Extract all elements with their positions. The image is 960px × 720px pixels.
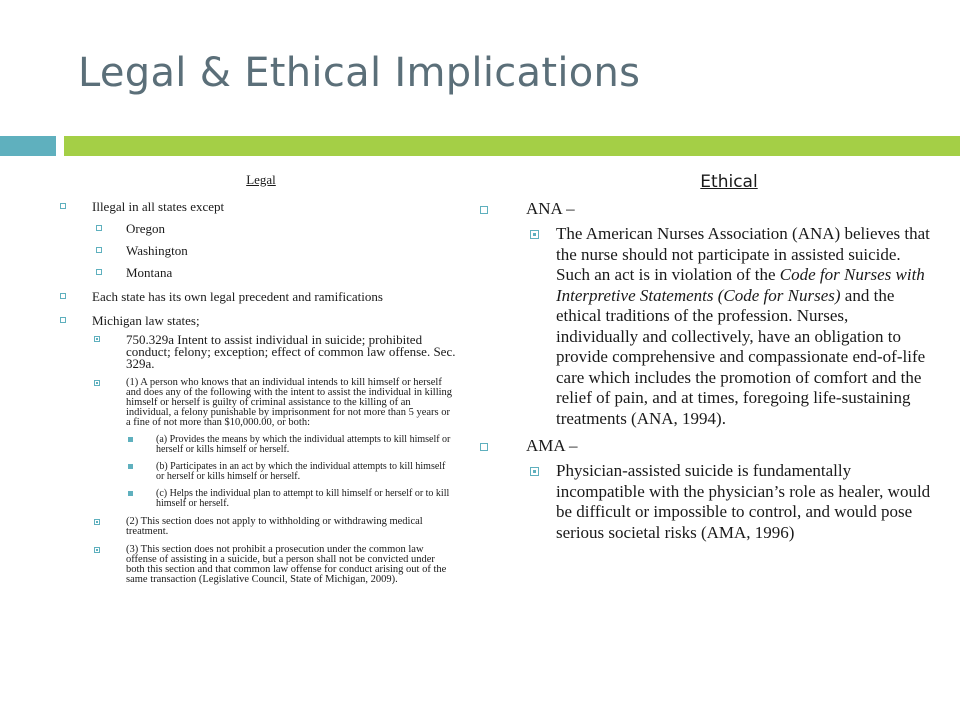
ethical-column bbox=[474, 172, 934, 543]
list-item bbox=[92, 334, 456, 370]
legal-item-text: Illegal in all states except bbox=[92, 199, 225, 214]
filled-square-bullet-icon bbox=[94, 380, 100, 386]
list-item bbox=[56, 290, 456, 303]
ana-detail-list bbox=[526, 224, 934, 429]
list-item bbox=[92, 244, 456, 257]
page-title: Legal & Ethical Implications bbox=[78, 50, 641, 96]
list-item bbox=[92, 266, 456, 279]
state-name: Washington bbox=[126, 243, 188, 258]
accent-bar-right bbox=[64, 136, 960, 156]
list-item bbox=[474, 200, 934, 429]
filled-square-bullet-icon bbox=[530, 230, 539, 239]
list-item bbox=[92, 378, 456, 509]
list-item bbox=[526, 461, 934, 543]
ama-label: AMA – bbox=[526, 436, 578, 455]
subclause-text: (b) Participates in an act by which the individual attempts to kill himself or herself or kills himself or herself. bbox=[156, 461, 446, 482]
list-item bbox=[92, 545, 456, 585]
clause-text: (2) This section does not apply to withholding or withdrawing medical treatment. bbox=[126, 516, 423, 537]
list-item bbox=[92, 222, 456, 235]
filled-square-bullet-icon bbox=[94, 336, 100, 342]
subclause-list bbox=[126, 435, 456, 509]
ama-text: Physician-assisted suicide is fundamentally incompatible with the physician’s role as healer, would be difficult or impossible to control, and would pose serious societal risks (AMA, 1996) bbox=[556, 461, 931, 542]
square-bullet-icon bbox=[60, 293, 66, 299]
filled-square-bullet-icon bbox=[94, 519, 100, 525]
subclause-text: (c) Helps the individual plan to attempt to kill himself or herself or to kill himself or herself. bbox=[156, 488, 450, 509]
accent-bar-left bbox=[0, 136, 56, 156]
solid-square-bullet-icon bbox=[128, 437, 133, 442]
list-item bbox=[474, 437, 934, 543]
ama-detail-list bbox=[526, 461, 934, 543]
states-list bbox=[92, 222, 456, 279]
list-item bbox=[126, 462, 456, 482]
list-item bbox=[126, 435, 456, 455]
square-bullet-icon bbox=[60, 317, 66, 323]
legal-heading: Legal bbox=[246, 172, 276, 187]
legal-list bbox=[56, 200, 456, 585]
legal-item-text: Michigan law states; bbox=[92, 313, 200, 328]
ana-text-before: The American Nurses Association (ANA) believes that the nurse should not participate in assisted suicide. Such an act is in violation of the bbox=[556, 224, 930, 284]
ethical-heading: Ethical bbox=[700, 172, 758, 192]
square-bullet-icon bbox=[60, 203, 66, 209]
square-bullet-icon bbox=[96, 225, 102, 231]
list-item bbox=[56, 314, 456, 585]
ethical-list bbox=[474, 200, 934, 543]
statute-title: 750.329a Intent to assist individual in suicide; prohibited conduct; felony; exception; effect of common law offense. Sec. 329a. bbox=[126, 332, 456, 371]
clause-list bbox=[92, 378, 456, 585]
square-bullet-icon bbox=[480, 443, 488, 451]
solid-square-bullet-icon bbox=[128, 464, 133, 469]
legal-column bbox=[56, 172, 456, 596]
list-item bbox=[56, 200, 456, 279]
solid-square-bullet-icon bbox=[128, 491, 133, 496]
ana-text-after: and the ethical traditions of the profession. Nurses, individually and collectively, have an obligation to provide comprehensive and compassionate end-of-life care which includes the promotion of comfort and the relief of pain, and at times, foregoing life-sustaining treatments (ANA, 1994). bbox=[556, 285, 926, 428]
ana-code-title: Code for Nurses with Interpretive Statements (Code for Nurses) bbox=[556, 265, 925, 305]
state-name: Montana bbox=[126, 265, 173, 280]
square-bullet-icon bbox=[96, 269, 102, 275]
ana-label: ANA – bbox=[526, 199, 575, 218]
clause-text: (3) This section does not prohibit a prosecution under the common law offense of assisting in a suicide, but a person shall not be convicted under both this section and that common law offense for conduct arising out of the same transaction (Legislative Council, State of Michigan, 2009). bbox=[126, 544, 447, 585]
list-item bbox=[126, 489, 456, 509]
legal-item-text: Each state has its own legal precedent and ramifications bbox=[92, 289, 383, 304]
subclause-text: (a) Provides the means by which the individual attempts to kill himself or herself or kills himself or herself. bbox=[156, 434, 451, 455]
statute-list bbox=[92, 334, 456, 370]
list-item bbox=[92, 517, 456, 537]
filled-square-bullet-icon bbox=[530, 467, 539, 476]
clause-text: (1) A person who knows that an individual intends to kill himself or herself and does any of the following with the intent to assist the individual in killing himself or herself is guilty of criminal assistance to the killing of an individual, a felony punishable by imprisonment for not more than 5 years or a fine of not more than $10,000.00, or both: bbox=[126, 377, 453, 428]
state-name: Oregon bbox=[126, 221, 165, 236]
filled-square-bullet-icon bbox=[94, 547, 100, 553]
square-bullet-icon bbox=[96, 247, 102, 253]
list-item bbox=[526, 224, 934, 429]
square-bullet-icon bbox=[480, 206, 488, 214]
